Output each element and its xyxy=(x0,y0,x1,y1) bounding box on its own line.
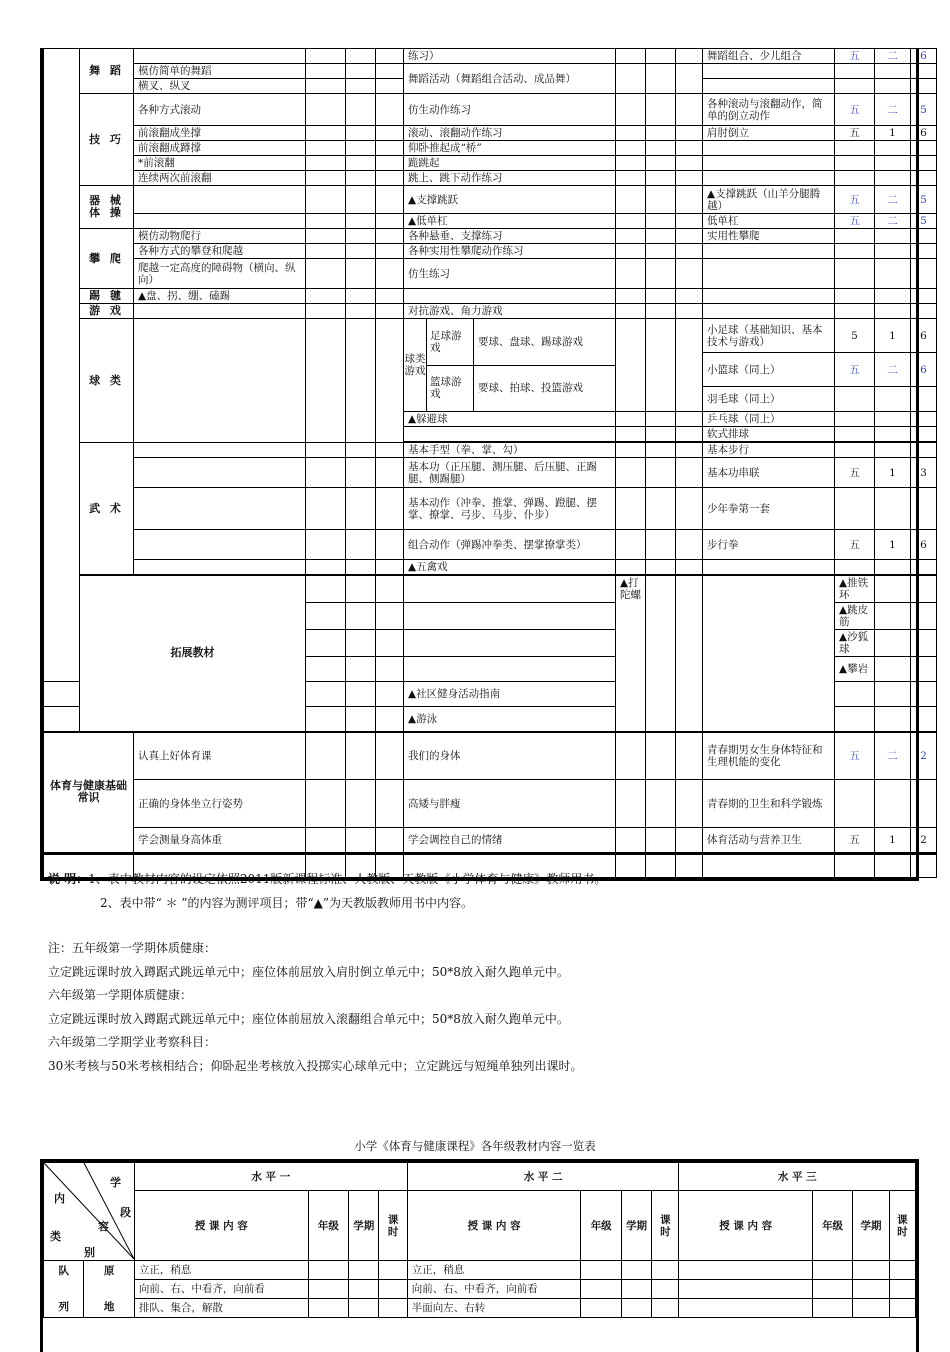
table-row: ▲沙狐球 xyxy=(44,630,937,657)
level2-header: 水 平 二 xyxy=(407,1163,679,1191)
table-row: 组合动作（弹踢冲拳类、摆掌撩掌类） 步行拳 五 1 6 xyxy=(44,530,937,560)
table-row: 基本动作（冲拳、推掌、弹踢、蹬腿、摆掌、撩掌、弓步、马步、仆步） 少年拳第一套 xyxy=(44,488,937,530)
table-row: 舞 蹈 练习） 舞蹈组合、少儿组合 五 二 6 xyxy=(44,49,937,64)
notes-section xyxy=(48,868,908,1078)
notes-label: 说 明： xyxy=(48,872,89,886)
table-row: 各种方式的攀登和爬越 各种实用性攀爬动作练习 xyxy=(44,244,937,259)
table-row: ▲跳皮筋 xyxy=(44,603,937,630)
table-row: ▲游泳 xyxy=(44,707,937,732)
note-p3: 六年级第一学期体质健康： xyxy=(48,988,193,1002)
table-row: 排队、集合，解散 半面向左、右转 xyxy=(44,1299,916,1318)
table-row: 基本功（正压腿、测压腿、后压腿、正踢腿、侧踢腿） 基本功串联 五 1 3 xyxy=(44,458,937,488)
level3-header: 水 平 三 xyxy=(679,1163,916,1191)
table-row: 器 械 体 操 ▲支撑跳跃 ▲支撑跳跃（山羊分腿腾越） 五 二 5 xyxy=(44,186,937,214)
materials-table xyxy=(40,48,927,881)
table-row: 向前、右、中看齐，向前看 向前、右、中看齐，向前看 xyxy=(44,1280,916,1299)
table-row: 前滚翻成蹲撑 仰卧推起成“桥” xyxy=(44,141,937,156)
table-row: 小篮球（同上） 五 二 6 xyxy=(44,353,937,387)
table-row: 踢 毽 ▲盘、拐、绷、磕踢 xyxy=(44,289,937,304)
table-row: 前滚翻成坐撑 滚动、滚翻动作练习 肩肘倒立 五 1 6 xyxy=(44,126,937,141)
table-row: 连续两次前滚翻 跳上、跳下动作练习 xyxy=(44,171,937,186)
category-martial: 武 术 xyxy=(80,443,134,576)
category-expand: 拓展教材 xyxy=(80,575,306,732)
category-formation: 队 列 xyxy=(44,1261,84,1318)
note-p5: 六年级第二学期学业考察科目： xyxy=(48,1035,217,1049)
category-ball: 球 类 xyxy=(80,319,134,443)
note-2: 2、表中带“ ＊ ”的内容为测评项目；带“▲”为天教版教师用书中内容。 xyxy=(100,895,474,910)
table-row: ▲躲避球 乒乓球（同上） xyxy=(44,412,937,427)
table-row: 体育与健康基础常识 认真上好体育课 我们的身体 青春期男女生身体特征和生理机能的变化 五 二 2 xyxy=(44,732,937,780)
category-dance: 舞 蹈 xyxy=(80,49,134,94)
table-row: ▲低单杠 低单杠 五 二 5 xyxy=(44,214,937,229)
note-p2: 立定跳远课时放入蹲踞式跳远单元中；座位体前屈放入肩肘倒立单元中；50*8放入耐久跑单元中。 xyxy=(48,964,569,979)
table-row: 正确的身体坐立行姿势 高矮与胖瘦 青春期的卫生和科学锻炼 xyxy=(44,780,937,828)
table-row: 技 巧 各种方式滚动 仿生动作练习 各种滚动与滚翻动作，简单的倒立动作 五 二 5 xyxy=(44,94,937,126)
category-game: 游 戏 xyxy=(80,304,134,319)
table-row: 拓展教材 ▲打陀螺 ▲推铁环 xyxy=(44,575,937,603)
note-p6: 30米考核与50米考核相结合；仰卧起坐考核放入投掷实心球单元中；立定跳远与短绳单独列出课时。 xyxy=(48,1058,583,1073)
table-row: 游 戏 对抗游戏、角力游戏 xyxy=(44,304,937,319)
overview-table: 学 段 内 容 类 别 水 平 一 水 平 二 水 平 三 授 课 内 容 年级 学期 课时 授 课 内 容 年级 学期 课时 授 课 内 容 年级 学期 课时 队 列 原 地 立正，稍息 立正，稍息 向前、右、中看齐，向前看 向前、右、中看齐，向前看 排队、集合，解散 半面向左、右转 xyxy=(40,1159,919,1352)
table-row: 球 类 球类游戏 足球游戏 要球、盘球、踢球游戏 篮球游戏 要球、拍球、投篮游戏 小足球（基础知识、基本技术与游戏） 5 1 6 xyxy=(44,319,937,353)
table-row: 学会测量身高体重 学会调控自己的情绪 体育活动与营养卫生 五 1 2 xyxy=(44,828,937,854)
table-row: ▲社区健身活动指南 xyxy=(44,682,937,707)
level1-header: 水 平 一 xyxy=(134,1163,407,1191)
table-row: 武 术 基本手型（拳、掌、勾） 基本步行 xyxy=(44,443,937,458)
table-row: ▲五禽戏 xyxy=(44,560,937,576)
table-row: ▲攀岩 xyxy=(44,657,937,682)
table-row: 爬越一定高度的障碍物（横向、纵向） 仿生练习 xyxy=(44,259,937,289)
table-row: 羽毛球（同上） xyxy=(44,387,937,412)
table-row: 队 列 原 地 立正，稍息 立正，稍息 xyxy=(44,1261,916,1280)
table-row: *前滚翻 跪跳起 xyxy=(44,156,937,171)
subcategory-stationary: 原 地 xyxy=(84,1261,135,1318)
category-health: 体育与健康基础常识 xyxy=(44,732,134,854)
category-kick: 踢 毽 xyxy=(80,289,134,304)
ball-games-cell: 球类游戏 足球游戏 要球、盘球、踢球游戏 篮球游戏 要球、拍球、投篮游戏 xyxy=(404,319,616,412)
table-row: 攀 爬 模仿动物爬行 各种悬垂、支撑练习 实用性攀爬 xyxy=(44,229,937,244)
table-row: 软式排球 xyxy=(44,427,937,442)
corner-header: 学 段 内 容 类 别 xyxy=(44,1163,135,1261)
category-apparatus: 器 械 体 操 xyxy=(80,186,134,229)
note-p1: 注：五年级第一学期体质健康： xyxy=(48,941,217,955)
table-row: 模仿简单的舞蹈 舞蹈活动（舞蹈组合活动、成品舞） xyxy=(44,64,937,79)
table2-title: 小学《体育与健康课程》各年级教材内容一览表 xyxy=(354,1139,596,1153)
category-climb: 攀 爬 xyxy=(80,229,134,289)
note-p4: 立定跳远课时放入蹲踞式跳远单元中；座位体前屈放入滚翻组合单元中；50*8放入耐久跑单元中。 xyxy=(48,1011,569,1026)
table-row: 横叉、纵叉 xyxy=(44,79,937,94)
category-skill: 技 巧 xyxy=(80,94,134,186)
note-1: 1、表中教材内容的设定依照2011版新课程标准、人教版、天教版《小学体育与健康》教师用书。 xyxy=(88,872,607,886)
